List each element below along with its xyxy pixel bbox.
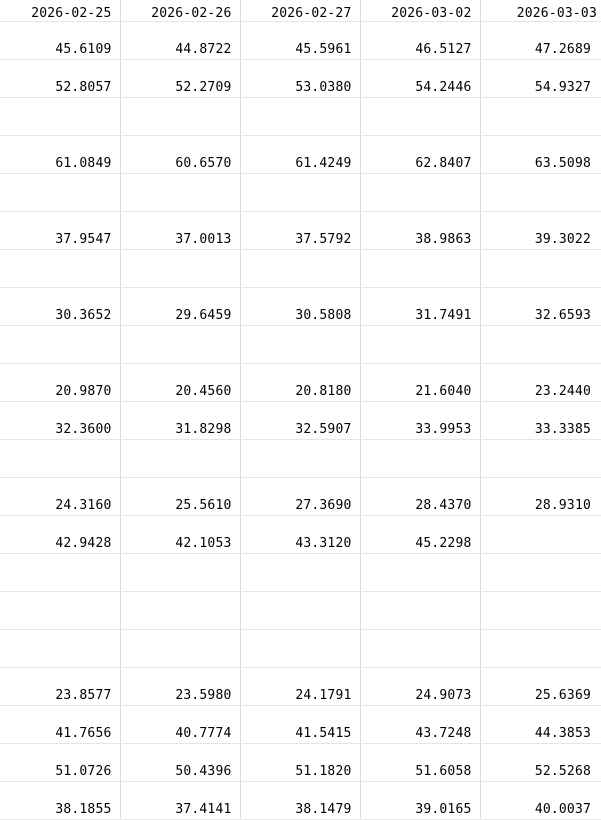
- table-cell[interactable]: [360, 440, 480, 478]
- table-cell[interactable]: 24.1791: [240, 668, 360, 706]
- table-row: [0, 288, 601, 326]
- table-cell[interactable]: [240, 174, 360, 212]
- table-cell[interactable]: 37.4141: [120, 782, 240, 820]
- table-cell[interactable]: [0, 98, 120, 136]
- table-row: [0, 668, 601, 706]
- table-cell[interactable]: 45.5961: [240, 22, 360, 60]
- table-cell[interactable]: [480, 516, 601, 554]
- table-cell[interactable]: 40.7774: [120, 706, 240, 744]
- column-header[interactable]: 2026-02-25: [0, 0, 120, 22]
- table-row: [0, 744, 601, 782]
- table-cell[interactable]: [480, 440, 601, 478]
- table-cell[interactable]: 37.0013: [120, 212, 240, 250]
- table-cell[interactable]: 41.7656: [0, 706, 120, 744]
- table-cell[interactable]: [120, 250, 240, 288]
- table-cell[interactable]: [120, 554, 240, 592]
- table-cell[interactable]: [360, 326, 480, 364]
- table-cell[interactable]: [360, 98, 480, 136]
- table-cell[interactable]: 40.0037: [480, 782, 601, 820]
- table-cell[interactable]: [120, 326, 240, 364]
- table-row: [0, 250, 601, 288]
- table-cell[interactable]: [240, 440, 360, 478]
- table-cell[interactable]: 51.0726: [0, 744, 120, 782]
- table-cell[interactable]: 25.5610: [120, 478, 240, 516]
- table-row: [0, 440, 601, 478]
- table-row: [0, 516, 601, 554]
- table-cell[interactable]: 20.8180: [240, 364, 360, 402]
- table-cell[interactable]: [0, 326, 120, 364]
- table-cell[interactable]: 32.5907: [240, 402, 360, 440]
- table-cell[interactable]: 37.5792: [240, 212, 360, 250]
- table-cell[interactable]: 38.9863: [360, 212, 480, 250]
- header-row: [0, 0, 601, 22]
- table-row: [0, 592, 601, 630]
- table-cell[interactable]: 52.2709: [120, 60, 240, 98]
- table-cell[interactable]: 20.9870: [0, 364, 120, 402]
- table-cell[interactable]: 33.9953: [360, 402, 480, 440]
- table-cell[interactable]: 42.1053: [120, 516, 240, 554]
- table-cell[interactable]: [0, 592, 120, 630]
- table-cell[interactable]: 41.5415: [240, 706, 360, 744]
- table-row: [0, 174, 601, 212]
- table-cell[interactable]: 23.2440: [480, 364, 601, 402]
- table-cell[interactable]: 51.1820: [240, 744, 360, 782]
- table-row: [0, 212, 601, 250]
- table-cell[interactable]: 31.7491: [360, 288, 480, 326]
- table-row: [0, 554, 601, 592]
- table-cell[interactable]: [480, 250, 601, 288]
- table-cell[interactable]: [240, 592, 360, 630]
- column-header[interactable]: 2026-03-03: [480, 0, 601, 22]
- table-cell[interactable]: 60.6570: [120, 136, 240, 174]
- table-cell[interactable]: 28.4370: [360, 478, 480, 516]
- table-cell[interactable]: [480, 174, 601, 212]
- table-cell[interactable]: [0, 250, 120, 288]
- table-cell[interactable]: [240, 98, 360, 136]
- table-cell[interactable]: 51.6058: [360, 744, 480, 782]
- table-cell[interactable]: [360, 592, 480, 630]
- table-cell[interactable]: 29.6459: [120, 288, 240, 326]
- table-cell[interactable]: [360, 554, 480, 592]
- table-cell[interactable]: [480, 630, 601, 668]
- table-cell[interactable]: [240, 554, 360, 592]
- table-cell[interactable]: [360, 250, 480, 288]
- table-cell[interactable]: 23.8577: [0, 668, 120, 706]
- table-cell[interactable]: 31.8298: [120, 402, 240, 440]
- table-cell[interactable]: 32.3600: [0, 402, 120, 440]
- table-cell[interactable]: 42.9428: [0, 516, 120, 554]
- table-cell[interactable]: 39.0165: [360, 782, 480, 820]
- table-cell[interactable]: 21.6040: [360, 364, 480, 402]
- table-cell[interactable]: [120, 592, 240, 630]
- table-row: [0, 60, 601, 98]
- table-cell[interactable]: 61.0849: [0, 136, 120, 174]
- table-row: [0, 706, 601, 744]
- table-cell[interactable]: 44.3853: [480, 706, 601, 744]
- table-cell[interactable]: [240, 250, 360, 288]
- table-cell[interactable]: 27.3690: [240, 478, 360, 516]
- table-cell[interactable]: 46.5127: [360, 22, 480, 60]
- table-cell[interactable]: [360, 174, 480, 212]
- column-header[interactable]: 2026-02-27: [240, 0, 360, 22]
- table-cell[interactable]: [480, 554, 601, 592]
- table-row: [0, 478, 601, 516]
- table-cell[interactable]: 24.9073: [360, 668, 480, 706]
- table-cell[interactable]: 38.1855: [0, 782, 120, 820]
- table-row: [0, 782, 601, 820]
- table-cell[interactable]: 54.2446: [360, 60, 480, 98]
- table-cell[interactable]: [120, 98, 240, 136]
- table-cell[interactable]: [120, 630, 240, 668]
- table-row: [0, 136, 601, 174]
- table-cell[interactable]: 45.6109: [0, 22, 120, 60]
- table-cell[interactable]: 50.4396: [120, 744, 240, 782]
- table-cell[interactable]: 54.9327: [480, 60, 601, 98]
- table-cell[interactable]: 33.3385: [480, 402, 601, 440]
- table-cell[interactable]: 25.6369: [480, 668, 601, 706]
- table-cell[interactable]: [120, 174, 240, 212]
- table-row: [0, 402, 601, 440]
- table-row: [0, 630, 601, 668]
- table-cell[interactable]: 39.3022: [480, 212, 601, 250]
- table-cell[interactable]: [0, 174, 120, 212]
- table-cell[interactable]: 32.6593: [480, 288, 601, 326]
- table-row: [0, 98, 601, 136]
- column-header[interactable]: 2026-03-02: [360, 0, 480, 22]
- table-cell[interactable]: 62.8407: [360, 136, 480, 174]
- table-cell[interactable]: 61.4249: [240, 136, 360, 174]
- table-cell[interactable]: [0, 440, 120, 478]
- table-cell[interactable]: 44.8722: [120, 22, 240, 60]
- table-cell[interactable]: [360, 630, 480, 668]
- table-cell[interactable]: 37.9547: [0, 212, 120, 250]
- table-row: [0, 22, 601, 60]
- table-row: [0, 326, 601, 364]
- table-cell[interactable]: [240, 326, 360, 364]
- table-cell[interactable]: [120, 440, 240, 478]
- table-cell[interactable]: 52.8057: [0, 60, 120, 98]
- table-cell[interactable]: 20.4560: [120, 364, 240, 402]
- table-cell[interactable]: 43.3120: [240, 516, 360, 554]
- table-cell[interactable]: 24.3160: [0, 478, 120, 516]
- table-body: [0, 22, 601, 820]
- table-cell[interactable]: 53.0380: [240, 60, 360, 98]
- table-cell[interactable]: 23.5980: [120, 668, 240, 706]
- table-row: [0, 364, 601, 402]
- table-cell[interactable]: [480, 326, 601, 364]
- table-cell[interactable]: [480, 98, 601, 136]
- table-cell[interactable]: 45.2298: [360, 516, 480, 554]
- table-cell[interactable]: 52.5268: [480, 744, 601, 782]
- table-cell[interactable]: [0, 630, 120, 668]
- table-cell[interactable]: 38.1479: [240, 782, 360, 820]
- table-cell[interactable]: 30.5808: [240, 288, 360, 326]
- table-cell[interactable]: 28.9310: [480, 478, 601, 516]
- table-cell[interactable]: [480, 592, 601, 630]
- table-cell[interactable]: 30.3652: [0, 288, 120, 326]
- table-cell[interactable]: [240, 630, 360, 668]
- table-cell[interactable]: 63.5098: [480, 136, 601, 174]
- table-cell[interactable]: 47.2689: [480, 22, 601, 60]
- table-cell[interactable]: 43.7248: [360, 706, 480, 744]
- table-cell[interactable]: [0, 554, 120, 592]
- column-header[interactable]: 2026-02-26: [120, 0, 240, 22]
